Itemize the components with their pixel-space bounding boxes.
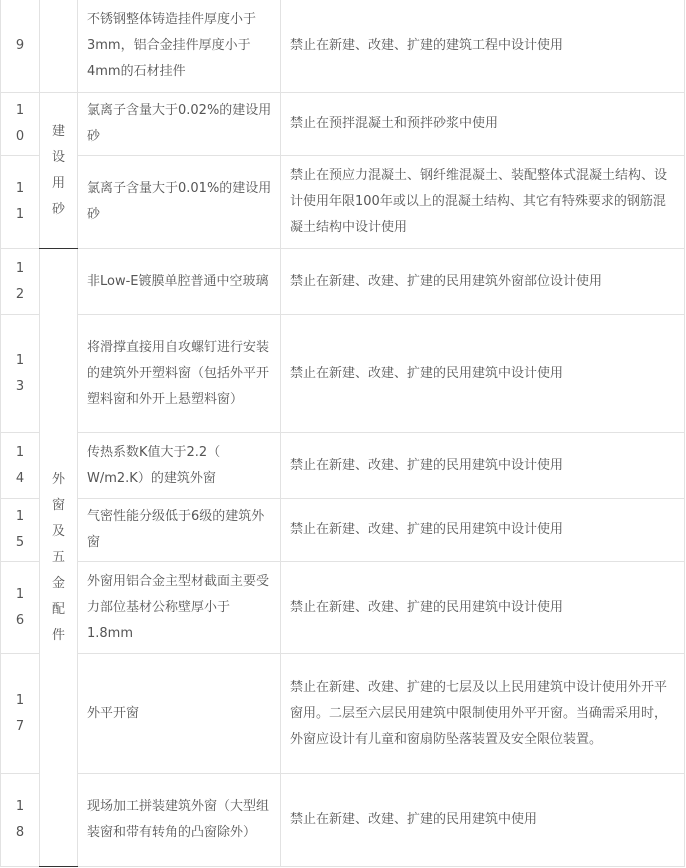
row-number: 10 [1,93,40,156]
item-cell: 不锈钢整体铸造挂件厚度小于3mm，铝合金挂件厚度小于4mm的石材挂件 [78,0,281,93]
rule-cell: 禁止在新建、改建、扩建的民用建筑中设计使用 [281,315,685,433]
row-number: 12 [1,249,40,315]
table-row [1,249,685,315]
table-row [1,562,685,654]
rule-cell: 禁止在新建、改建、扩建的七层及以上民用建筑中设计使用外开平窗用。二层至六层民用建筑中限制使用外平开窗。当确需采用时， 外窗应设计有儿童和窗扇防坠落装置及安全限位装置。 [281,654,685,774]
row-number: 11 [1,156,40,249]
rule-cell: 禁止在新建、改建、扩建的民用建筑中设计使用 [281,499,685,562]
rule-cell: 禁止在新建、改建、扩建的民用建筑中设计使用 [281,433,685,499]
table-row [1,654,685,774]
row-number: 13 [1,315,40,433]
item-cell: 气密性能分级低于6级的建筑外窗 [78,499,281,562]
category-cell-windows: 外窗及五金配件 [40,249,78,867]
item-cell: 现场加工拼装建筑外窗（大型组装窗和带有转角的凸窗除外） [78,774,281,867]
row-number: 9 [1,0,40,93]
row-number: 16 [1,562,40,654]
row-number: 18 [1,774,40,867]
item-cell: 氯离子含量大于0.01%的建设用砂 [78,156,281,249]
category-cell-sand: 建设用砂 [40,93,78,249]
item-cell: 传热系数K值大于2.2（ W/m2.K）的建筑外窗 [78,433,281,499]
table-row [1,774,685,867]
item-cell: 非Low-E镀膜单腔普通中空玻璃 [78,249,281,315]
table-row [1,433,685,499]
row-number: 15 [1,499,40,562]
rule-cell: 禁止在预应力混凝土、钢纤维混凝土、装配整体式混凝土结构、设计使用年限100年或以上的混凝土结构、其它有特殊要求的钢筋混凝土结构中设计使用 [281,156,685,249]
row-number: 14 [1,433,40,499]
rule-cell: 禁止在新建、改建、扩建的建筑工程中设计使用 [281,0,685,93]
rule-cell: 禁止在新建、改建、扩建的民用建筑中设计使用 [281,562,685,654]
table-row [1,315,685,433]
item-cell: 外平开窗 [78,654,281,774]
item-cell: 氯离子含量大于0.02%的建设用砂 [78,93,281,156]
table-row [1,0,685,93]
category-cell-empty [40,0,78,93]
rule-cell: 禁止在新建、改建、扩建的民用建筑外窗部位设计使用 [281,249,685,315]
item-cell: 外窗用铝合金主型材截面主要受力部位基材公称壁厚小于1.8mm [78,562,281,654]
row-number: 17 [1,654,40,774]
rule-cell: 禁止在预拌混凝土和预拌砂浆中使用 [281,93,685,156]
rule-cell: 禁止在新建、改建、扩建的民用建筑中使用 [281,774,685,867]
item-cell: 将滑撑直接用自攻螺钉进行安装的建筑外开塑料窗（包括外平开塑料窗和外开上悬塑料窗） [78,315,281,433]
table-row [1,156,685,249]
table-row [1,93,685,156]
table-row [1,499,685,562]
